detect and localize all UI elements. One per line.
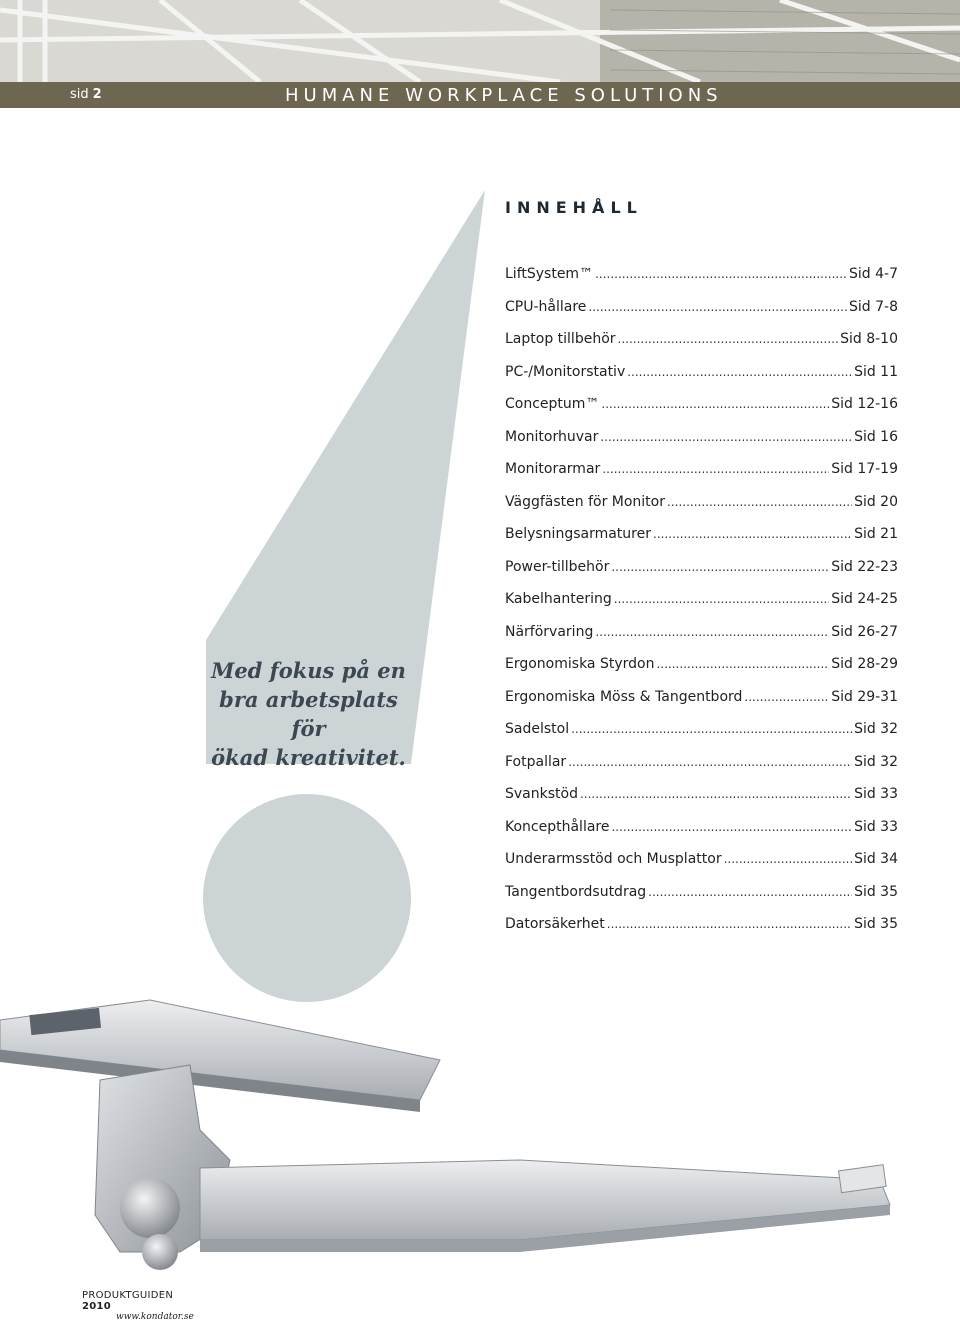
toc-item[interactable] bbox=[505, 396, 898, 429]
toc-page: Sid 34 bbox=[854, 851, 898, 867]
toc-label: Laptop tillbehör bbox=[505, 331, 616, 347]
toc-item[interactable] bbox=[505, 786, 898, 819]
toc-item[interactable] bbox=[505, 754, 898, 787]
toc-item[interactable] bbox=[505, 461, 898, 494]
toc-label: Koncepthållare bbox=[505, 818, 610, 835]
toc-page: Sid 33 bbox=[854, 786, 898, 802]
toc-item[interactable] bbox=[505, 884, 898, 917]
toc-label: Monitorhuvar bbox=[505, 428, 599, 445]
toc-leader bbox=[571, 722, 852, 736]
toc-label: PC-/Monitorstativ bbox=[505, 363, 626, 380]
toc-page: Sid 32 bbox=[854, 753, 898, 770]
toc-label: Power-tillbehör bbox=[505, 558, 610, 575]
toc-item[interactable] bbox=[505, 299, 898, 332]
toc-page: Sid 4-7 bbox=[849, 266, 898, 282]
footer-guide: PRODUKTGUIDEN 2010 bbox=[82, 1290, 174, 1312]
toc-leader bbox=[744, 690, 829, 704]
tagline-line: ökad kreativitet. bbox=[211, 745, 406, 770]
toc-leader bbox=[588, 300, 847, 314]
toc-label: Väggfästen för Monitor bbox=[505, 493, 665, 510]
toc-leader bbox=[611, 560, 829, 574]
toc-label: Tangentbordsutdrag bbox=[505, 883, 647, 900]
toc-page: Sid 16 bbox=[854, 428, 898, 445]
toc-item[interactable] bbox=[505, 656, 898, 689]
toc-page: Sid 35 bbox=[854, 916, 898, 932]
toc-page: Sid 22-23 bbox=[831, 558, 898, 575]
toc-item[interactable] bbox=[505, 331, 898, 364]
toc-page: Sid 33 bbox=[854, 818, 898, 835]
toc-page: Sid 26-27 bbox=[831, 623, 898, 640]
footer-url[interactable]: www.kondator.se bbox=[116, 1312, 194, 1322]
toc-label: Belysningsarmaturer bbox=[505, 526, 651, 542]
toc-leader bbox=[601, 397, 829, 411]
toc-item[interactable] bbox=[505, 266, 898, 299]
toc-label: CPU-hållare bbox=[505, 298, 587, 315]
toc-item[interactable] bbox=[505, 559, 898, 592]
toc-page: Sid 29-31 bbox=[831, 688, 898, 705]
toc-item[interactable] bbox=[505, 364, 898, 397]
toc-label: Sadelstol bbox=[505, 721, 570, 737]
exclamation-dot bbox=[203, 794, 411, 1002]
toc-page: Sid 20 bbox=[854, 493, 898, 510]
toc-label: Conceptum™ bbox=[505, 396, 600, 412]
toc-label: Datorsäkerhet bbox=[505, 916, 605, 932]
toc-label: Underarmsstöd och Musplattor bbox=[505, 851, 722, 867]
toc-label: Kabelhantering bbox=[505, 591, 612, 607]
toc-item[interactable] bbox=[505, 819, 898, 852]
tagline bbox=[206, 656, 411, 772]
toc-item[interactable] bbox=[505, 721, 898, 754]
toc-leader bbox=[568, 755, 852, 769]
toc-label: Fotpallar bbox=[505, 753, 567, 770]
toc-page: Sid 8-10 bbox=[840, 331, 898, 347]
tagline-line: Med fokus på en bbox=[211, 658, 406, 683]
toc-page: Sid 35 bbox=[854, 883, 898, 900]
toc-item[interactable] bbox=[505, 851, 898, 884]
toc-label: Närförvaring bbox=[505, 623, 594, 640]
toc-leader bbox=[656, 657, 829, 671]
toc-label: LiftSystem™ bbox=[505, 266, 594, 282]
toc-leader bbox=[653, 527, 852, 541]
toc-page: Sid 12-16 bbox=[831, 396, 898, 412]
toc-label: Svankstöd bbox=[505, 786, 578, 802]
toc-item[interactable] bbox=[505, 916, 898, 949]
toc-label: Ergonomiska Möss & Tangentbord bbox=[505, 688, 743, 705]
toc-page: Sid 7-8 bbox=[849, 298, 898, 315]
footer bbox=[82, 1290, 202, 1322]
toc-item[interactable] bbox=[505, 494, 898, 527]
toc-leader bbox=[611, 820, 852, 834]
toc-leader bbox=[724, 852, 852, 866]
toc-leader bbox=[667, 495, 852, 509]
toc-item[interactable] bbox=[505, 429, 898, 462]
toc-leader bbox=[607, 917, 852, 931]
toc-label: Ergonomiska Styrdon bbox=[505, 656, 655, 672]
page-number: sid 2 bbox=[70, 87, 102, 102]
header-title: HUMANE WORKPLACE SOLUTIONS bbox=[285, 85, 723, 106]
toc-page: Sid 24-25 bbox=[831, 591, 898, 607]
toc-leader bbox=[618, 332, 839, 346]
table-of-contents bbox=[505, 266, 898, 949]
keyboard-tray-product-image bbox=[0, 990, 960, 1280]
toc-item[interactable] bbox=[505, 689, 898, 722]
toc-leader bbox=[595, 625, 829, 639]
tagline-line: bra arbetsplats för bbox=[219, 687, 398, 741]
toc-leader bbox=[580, 787, 852, 801]
toc-page: Sid 17-19 bbox=[831, 461, 898, 477]
toc-item[interactable] bbox=[505, 624, 898, 657]
toc-leader bbox=[595, 267, 847, 281]
toc-leader bbox=[614, 592, 829, 606]
section-heading: INNEHÅLL bbox=[505, 198, 643, 217]
toc-item[interactable] bbox=[505, 526, 898, 559]
toc-leader bbox=[602, 462, 829, 476]
toc-page: Sid 11 bbox=[854, 363, 898, 380]
toc-leader bbox=[600, 430, 852, 444]
toc-page: Sid 21 bbox=[854, 526, 898, 542]
toc-leader bbox=[627, 365, 852, 379]
toc-item[interactable] bbox=[505, 591, 898, 624]
toc-leader bbox=[648, 885, 852, 899]
toc-page: Sid 28-29 bbox=[831, 656, 898, 672]
toc-page: Sid 32 bbox=[854, 721, 898, 737]
toc-label: Monitorarmar bbox=[505, 461, 601, 477]
